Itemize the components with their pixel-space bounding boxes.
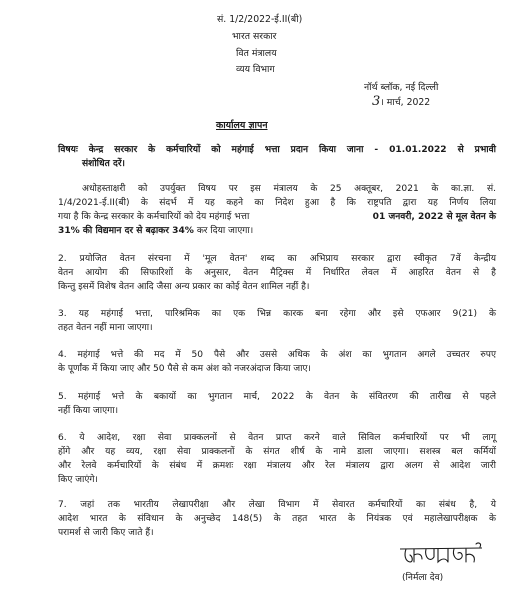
date-separator: ।: [380, 97, 384, 108]
handwritten-signature: [396, 541, 486, 567]
para-1-line-1: अधोहस्ताक्षरी को उपर्युक्त विषय पर इस मंत्रालय के 25 अक्तूबर, 2021 के का.ज्ञा. सं.: [82, 184, 496, 194]
para-1-line-3-text: गया है कि केन्द्र सरकार के कर्मचारियों को देय महंगाई भत्ता: [58, 212, 250, 222]
department-name: व्यय विभाग: [236, 64, 275, 75]
issue-date: [372, 96, 430, 109]
subject-line-1: विषयः केन्द्र सरकार के कर्मचारियों को महंगाई भत्ता प्रदान किया जाना - 01.01.2022 से प्रभावी: [58, 145, 496, 155]
para-2-line-2: वेतन आयोग की सिफारिशों के अनुसार, वेतन मैट्रिक्स में निर्धारित लेवल में आहरित वेतन से है: [58, 268, 496, 278]
para-2-line-1: 2. प्रयोजित वेतन संरचना में 'मूल वेतन' शब्द का अभिप्राय सरकार द्वारा स्वीकृत 7वें केन्द्रीय: [58, 254, 496, 264]
para-6-line-1: 6. ये आदेश, रक्षा सेवा प्राक्कलनों से वेतन प्राप्त करने वाले सिविल कर्मचारियों पर भी लागू: [58, 433, 496, 443]
issue-place: नॉर्थ ब्लॉक, नई दिल्ली: [364, 82, 439, 93]
subject-line-2: संशोधित दरें।: [82, 159, 125, 169]
ministry-name: वित मंत्रालय: [236, 48, 277, 59]
para-3-line-1: 3. यह महंगाई भत्ता, पारिश्रमिक का एक भिन्न कारक बना रहेगा और इसे एफआर 9(21) के: [58, 309, 496, 319]
para-5-line-1: 5. महंगाई भत्ते के बकायों का भुगतान मार्च, 2022 के वेतन के संवितरण की तारीख से पहले: [58, 392, 496, 402]
para-4-line-2: के पूर्णांक में किया जाए और 50 पैसे से कम अंश को नजरअंदाज किया जाए।: [58, 364, 311, 374]
document-title: कार्यालय ज्ञापन: [216, 120, 268, 131]
para-1-effective-date: 01 जनवरी, 2022 से मूल वेतन के: [372, 212, 496, 222]
para-6-line-4: किए जाएंगे।: [58, 475, 98, 485]
signatory-printed-name: (निर्मला देव): [402, 573, 444, 583]
para-6-line-3: और रेलवे कर्मचारियों के संबंध में क्रमशः रक्षा मंत्रालय और रेल मंत्रालय द्वारा अलग से आदेश जारी: [58, 461, 496, 471]
date-day: 3: [372, 94, 381, 109]
para-6-line-2: होंगे और यह व्यय, रक्षा सेवा प्राक्कलनों के संगत शीर्ष के नामे डाला जाएगा। सशस्त्र बल कर्मियों: [58, 447, 496, 457]
date-month-year: मार्च, 2022: [386, 97, 431, 108]
para-4-line-1: 4. महंगाई भत्ते की मद में 50 पैसे और उससे अधिक के अंश का भुगतान अगले उच्चतर रुपए: [58, 350, 496, 360]
para-7-line-2: आदेश भारत के संविधान के अनुच्छेद 148(5) के तहत भारत के नियंत्रक एवं महालेखापरीक्षक के: [58, 514, 496, 524]
para-1-line-2: 1/4/2021-ई.II(बी) के संदर्भ में यह कहने का निदेश हुआ है कि राष्ट्रपति द्वारा यह निर्णय लिया: [58, 198, 496, 208]
para-3-line-2: तहत वेतन नहीं माना जाएगा।: [58, 323, 153, 333]
para-1-line-4: [58, 225, 253, 237]
para-1-line-3: [58, 211, 496, 223]
file-number: सं. 1/2/2022-ई.II(बी): [217, 14, 303, 25]
para-7-line-1: 7. जहां तक भारतीय लेखापरीक्षा और लेखा विभाग में सेवारत कर्मचारियों का संबंध है, ये: [58, 500, 496, 510]
para-7-line-3: परामर्श से जारी किए जाते हैं।: [58, 528, 154, 538]
para-1-rate-change: 31% की विद्यमान दर से बढ़ाकर 34%: [58, 226, 194, 236]
government-name: भारत सरकार: [232, 31, 277, 42]
para-2-line-3: किन्तु इसमें विशेष वेतन आदि जैसा अन्य प्रकार का कोई वेतन शामिल नहीं है।: [58, 282, 310, 292]
para-1-line-4-end: कर दिया जाएगा।: [196, 226, 254, 236]
para-5-line-2: नहीं किया जाएगा।: [58, 406, 119, 416]
